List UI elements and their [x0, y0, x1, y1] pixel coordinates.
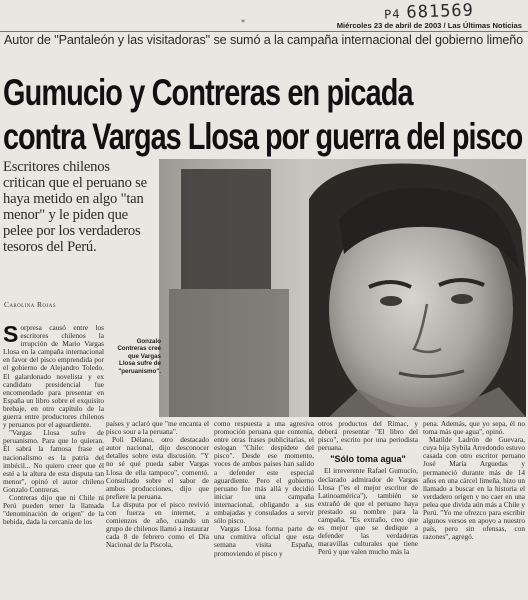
body-paragraph: [3, 321, 104, 430]
drop-cap: S: [3, 321, 19, 347]
body-paragraph: Matilde Ladrón de Guevara, cuya hija Sybila Arredondo estuvo casada con otro escritor peruano José María Arguedas y permaneció durante más de 14 años en una cárcel limeña, hizo un llamado a buscar en la historia el verdadero origen y no caer en una pelea que divida aún más a Chile y Perú. "Yo me ofrezco para escribir algunos versos en apoyo a nuestro país, pero sin ofensas, con razones", agregó.: [423, 435, 525, 542]
body-paragraph: países y aclaró que "me encanta el pisco sour a la peruana".: [106, 419, 209, 437]
body-column-5: [423, 420, 525, 541]
body-paragraph: como respuesta a una agresiva promoción peruana que contenía, entre otras frases publicitarias, el eslogan "Chile: despídete del pisco". Desde ese momento, voces de ambos países han salido a defender este especial aguardiente. Pero el gobierno peruano fue más allá y decidió iniciar una campaña internacional, obligando a sus embajadas y consulados a servir sólo pisco.: [214, 419, 314, 526]
headline-line-1: Gumucio y Contreras en picada: [3, 72, 413, 113]
body-paragraph: La disputa por el pisco revivió con fuerza en internet, a comienzos de año, cuando un grupo de chilenos llamó a instaurar cada 8 de febrero como el Día Nacional de la Piscola,: [106, 499, 209, 550]
body-paragraph: Contreras dijo que ni Chile ni Perú pueden tener la llamada "denominación de origen" de la bebida, dada la cercanía de los: [3, 492, 104, 527]
headline: [3, 71, 523, 159]
body-paragraph: Poli Délano, otro destacado autor nacional, dijo desconocer detalles sobre esta discusión. "Y no sé qué pueda saber Vargas Llosa de ella tampoco", comentó. Consultado sobre el sabor de ambos producciones, dijo que prefiere la peruana.: [106, 435, 209, 501]
kicker: Autor de "Pantaleón y las visitadoras" se sumó a la campaña internacional del gobierno limeño: [4, 33, 524, 47]
body-paragraph: "Vargas Llosa sufre de peruanismo. Para que lo quieran. Él sabrá la famosa frase el nacionalismo es la patria del imbécil... No quiero creer que él esté a la altura de esta disputa tan menor", opinó el autor chileno Gonzalo Contreras.: [3, 428, 104, 494]
margin-mark: *: [241, 18, 245, 27]
dateline: Miércoles 23 de abril de 2003 / Las Últimas Noticias: [336, 21, 522, 30]
body-text: orpresa causó entre los escritores chilenos la irrupción de Mario Vargas Llosa en la campaña internacional en favor del pisco emprendida por el gobierno de Alejandro Toledo. El galardonado novelista y ex candidato presidencial fue encomendado para presentar en España un libro sobre el exquisito brebaje, en otro capítulo de la guerra entre productores chilenos y peruanos por el aguardiente.: [3, 323, 104, 430]
archive-prefix: P4: [383, 6, 401, 22]
lead-paragraph: Escritores chilenos critican que el peruano se haya metido en algo "tan menor" y le piden que pelee por los verdaderos tesoros del Perú.: [3, 159, 147, 255]
photo-caption: Gonzalo Contreras cree que Vargas Llosa sufre de "peruanismo".: [117, 338, 161, 375]
portrait-illustration: [159, 159, 526, 417]
byline: Carolina Rojas: [4, 300, 56, 309]
archive-number: 681569: [406, 0, 475, 23]
body-paragraph: Vargas Llosa forma parte de una comitiva oficial que esta semana visita España, promoviendo el pisco y: [214, 524, 314, 558]
body-paragraph: pena. Además, que yo sepa, él no toma más que agua", opinó.: [423, 419, 525, 437]
body-column-2: [106, 420, 209, 550]
subheading: "Sólo toma agua": [330, 454, 406, 465]
portrait-photo: [159, 159, 526, 417]
body-paragraph: otros productos del Rímac, y deberá presentar "El libro del pisco", escrito por una periodista peruana.: [318, 419, 418, 453]
headline-line-2: contra Vargas Llosa por guerra del pisco: [3, 116, 523, 157]
body-paragraph: El irreverente Rafael Gumucio, declarado admirador de Vargas Llosa ("es el mejor escritor de Latinoamérica"), también se extrañó de que el peruano haya prestado su nombre para la campaña. "Es extraño, creo que es mejor que se dedique a defender las verdaderas maravillas culturales que tiene Perú y que valen mucho más la: [318, 466, 418, 557]
body-column-3: [214, 420, 314, 558]
body-column-1: [3, 321, 104, 527]
body-column-4: [318, 420, 418, 557]
top-rule: [0, 31, 528, 32]
